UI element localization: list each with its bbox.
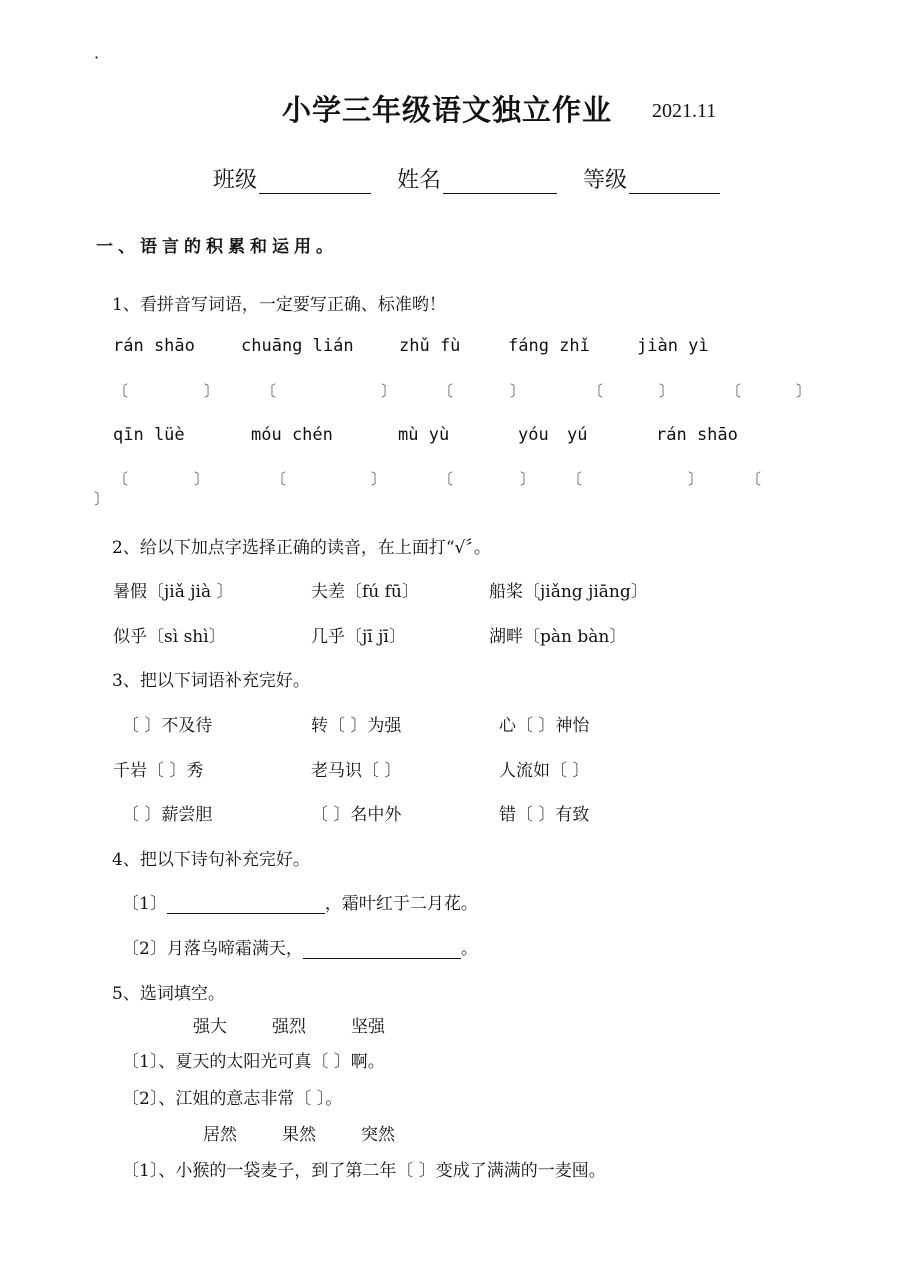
poem-line-text: ，霜叶红于二月花。: [324, 894, 478, 914]
name-field[interactable]: [397, 163, 557, 194]
class-label: 班级: [213, 168, 258, 193]
page-title: 小学三年级语文独立作业: [282, 93, 613, 127]
page-dot: ·: [94, 48, 100, 67]
idiom-fill: 错〔 〕有致: [499, 805, 590, 825]
word-choice: 强烈: [272, 1017, 306, 1037]
word-choice: 坚强: [351, 1017, 385, 1037]
poem-line-text: 〔2〕月落乌啼霜满天，: [122, 939, 303, 959]
idiom-fill: 〔 〕名中外: [311, 805, 402, 825]
answer-open-paren: 〔: [726, 382, 742, 400]
answer-open-paren: 〔: [113, 470, 129, 488]
answer-open-paren: 〔: [438, 470, 454, 488]
poem-line-end: 。: [460, 939, 478, 959]
fill-sentence: 〔2〕、江姐的意志非常〔 〕。: [122, 1089, 343, 1109]
class-blank[interactable]: [259, 171, 371, 194]
idiom-fill: 心〔 〕神怡: [499, 716, 590, 736]
class-field[interactable]: [213, 163, 371, 194]
q3-prompt: 3、把以下词语补充完好。: [112, 671, 310, 691]
reading-choice: 暑假〔jiǎ jià 〕: [113, 582, 234, 602]
q2-prompt: 2、给以下加点字选择正确的读音，在上面打“√〞。: [112, 538, 491, 558]
answer-close-paren: 〕: [510, 382, 526, 400]
fill-sentence: 〔1〕、夏天的太阳光可真〔 〕啊。: [122, 1052, 385, 1072]
answer-close-paren: 〕: [520, 470, 536, 488]
pinyin-item: fáng zhǐ: [508, 336, 590, 356]
word-choice: 突然: [361, 1125, 395, 1145]
answer-close-paren: 〕: [194, 470, 210, 488]
poem-blank-1[interactable]: [167, 897, 325, 914]
word-choice: 果然: [282, 1125, 316, 1145]
poem-line-2: [122, 934, 478, 959]
idiom-fill: 〔 〕薪尝胆: [122, 805, 213, 825]
answer-close-paren: 〕: [659, 382, 675, 400]
idiom-fill: 〔 〕不及待: [122, 716, 213, 736]
idiom-fill: 老马识〔 〕: [311, 761, 402, 781]
grade-label: 等级: [583, 168, 628, 193]
pinyin-item: yú: [567, 425, 588, 445]
poem-line-number: 〔1〕: [122, 894, 167, 914]
pinyin-item: rán shāo: [113, 336, 195, 356]
q5-prompt: 5、选词填空。: [112, 984, 225, 1004]
pinyin-item: mù yù: [398, 425, 450, 445]
section-1-title: 一、语言的积累和运用。: [96, 237, 338, 257]
answer-open-paren: 〔: [261, 382, 277, 400]
answer-close-paren: 〕: [94, 490, 110, 508]
answer-open-paren: 〔: [746, 470, 762, 488]
name-label: 姓名: [397, 168, 442, 193]
idiom-fill: 千岩〔 〕秀: [113, 761, 204, 781]
grade-field[interactable]: [583, 163, 720, 194]
reading-choice: 夫差〔fú fū〕: [311, 582, 419, 602]
reading-choice: 船桨〔jiǎng jiāng〕: [489, 582, 648, 602]
answer-open-paren: 〔: [271, 470, 287, 488]
name-blank[interactable]: [443, 171, 557, 194]
answer-close-paren: 〕: [381, 382, 397, 400]
answer-close-paren: 〕: [796, 382, 812, 400]
word-choice: 强大: [193, 1017, 227, 1037]
poem-line-1: [122, 889, 478, 914]
idiom-fill: 人流如〔 〕: [499, 761, 590, 781]
pinyin-item: rán shāo: [656, 425, 738, 445]
answer-close-paren: 〕: [204, 382, 220, 400]
pinyin-item: zhǔ fù: [399, 336, 461, 356]
reading-choice: 湖畔〔pàn bàn〕: [489, 627, 627, 647]
page-date: 2021.11: [652, 100, 717, 122]
reading-choice: 似乎〔sì shì〕: [113, 627, 226, 647]
answer-open-paren: 〔: [567, 470, 583, 488]
pinyin-item: chuāng lián: [241, 336, 354, 356]
pinyin-item: yóu: [518, 425, 549, 445]
q1-prompt: 1、看拼音写词语，一定要写正确、标准哟！: [112, 295, 446, 315]
idiom-fill: 转〔 〕为强: [311, 716, 402, 736]
answer-open-paren: 〔: [588, 382, 604, 400]
answer-close-paren: 〕: [371, 470, 387, 488]
poem-blank-2[interactable]: [303, 942, 461, 959]
fill-sentence: 〔1〕、小猴的一袋麦子，到了第二年〔 〕变成了满满的一麦囤。: [122, 1161, 606, 1181]
pinyin-item: qīn lüè: [113, 425, 185, 445]
answer-close-paren: 〕: [688, 470, 704, 488]
reading-choice: 几乎〔jī jī〕: [311, 627, 406, 647]
q4-prompt: 4、把以下诗句补充完好。: [112, 850, 310, 870]
answer-open-paren: 〔: [113, 382, 129, 400]
pinyin-item: jiàn yì: [637, 336, 709, 356]
answer-open-paren: 〔: [438, 382, 454, 400]
grade-blank[interactable]: [629, 171, 720, 194]
word-choice: 居然: [203, 1125, 237, 1145]
pinyin-item: móu chén: [251, 425, 333, 445]
